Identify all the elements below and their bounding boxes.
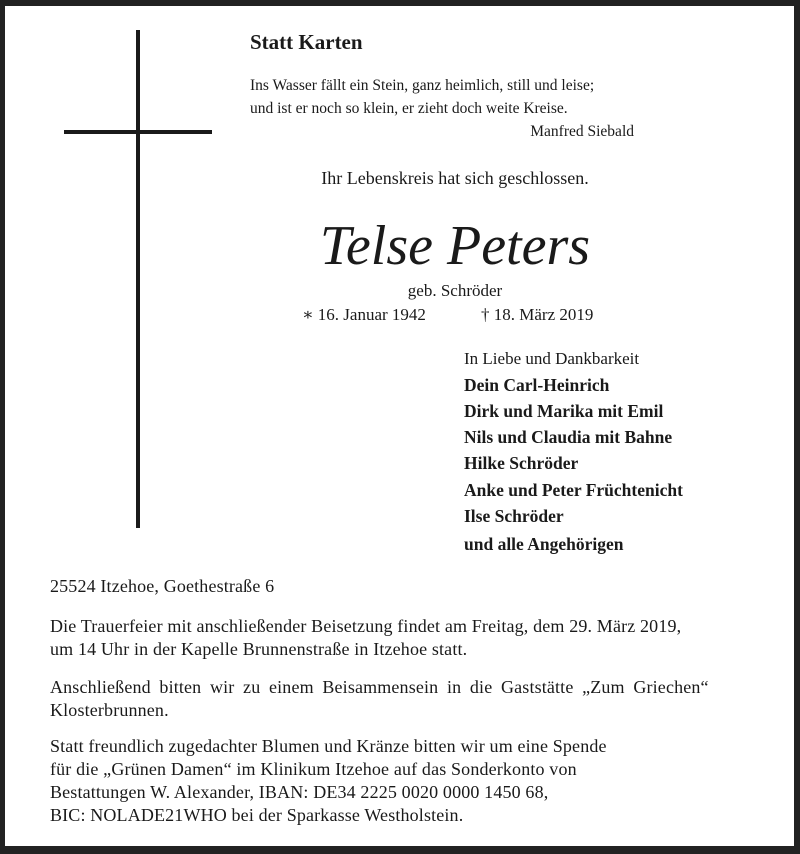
address: 25524 Itzehoe, Goethestraße 6 (50, 576, 275, 596)
paragraph-line: Bestattungen W. Alexander, IBAN: DE34 2225 0020 0000 1450 68, (50, 782, 549, 802)
paragraph-line: Klosterbrunnen. (50, 700, 169, 720)
paragraph-line: Anschließend bitten wir zu einem Beisammensein in die Gaststätte „Zum Griechen“ (50, 677, 709, 697)
mourner-name: Dirk und Marika mit Emil (464, 401, 664, 421)
paragraph-line: Die Trauerfeier mit anschließender Beisetzung findet am Freitag, dem 29. März 2019, (50, 616, 682, 636)
cross-icon-bar (64, 130, 212, 134)
mourner-name: und alle Angehörigen (464, 534, 624, 554)
mourner-name: Ilse Schröder (464, 506, 564, 526)
poem-line: und ist er noch so klein, er zieht doch weite Kreise. (250, 100, 568, 117)
mourner-name: Dein Carl-Heinrich (464, 375, 610, 395)
paragraph-line: BIC: NOLADE21WHO bei der Sparkasse Westholstein. (50, 805, 464, 825)
mourner-name: Nils und Claudia mit Bahne (464, 427, 673, 447)
cross-icon (136, 30, 140, 528)
obituary-notice (5, 6, 794, 846)
intro-text: Ihr Lebenskreis hat sich geschlossen. (321, 168, 589, 188)
death-date: † 18. März 2019 (481, 305, 594, 324)
mourner-name: Anke und Peter Früchtenicht (464, 480, 683, 500)
poem-author: Manfred Siebald (530, 123, 634, 140)
poem-line: Ins Wasser fällt ein Stein, ganz heimlich, still und leise; (250, 77, 595, 94)
deceased-name: Telse Peters (319, 215, 591, 277)
paragraph-line: für die „Grünen Damen“ im Klinikum Itzehoe auf das Sonderkonto von (50, 759, 577, 779)
maiden-name: geb. Schröder (407, 281, 503, 300)
mourners-intro: In Liebe und Dankbarkeit (464, 349, 640, 368)
paragraph-line: um 14 Uhr in der Kapelle Brunnenstraße in Itzehoe statt. (50, 639, 468, 659)
mourner-name: Hilke Schröder (464, 453, 579, 473)
header-title: Statt Karten (250, 30, 363, 54)
birth-date: ∗ 16. Januar 1942 (302, 305, 426, 324)
paragraph-line: Statt freundlich zugedachter Blumen und Kränze bitten wir um eine Spende (50, 736, 607, 756)
